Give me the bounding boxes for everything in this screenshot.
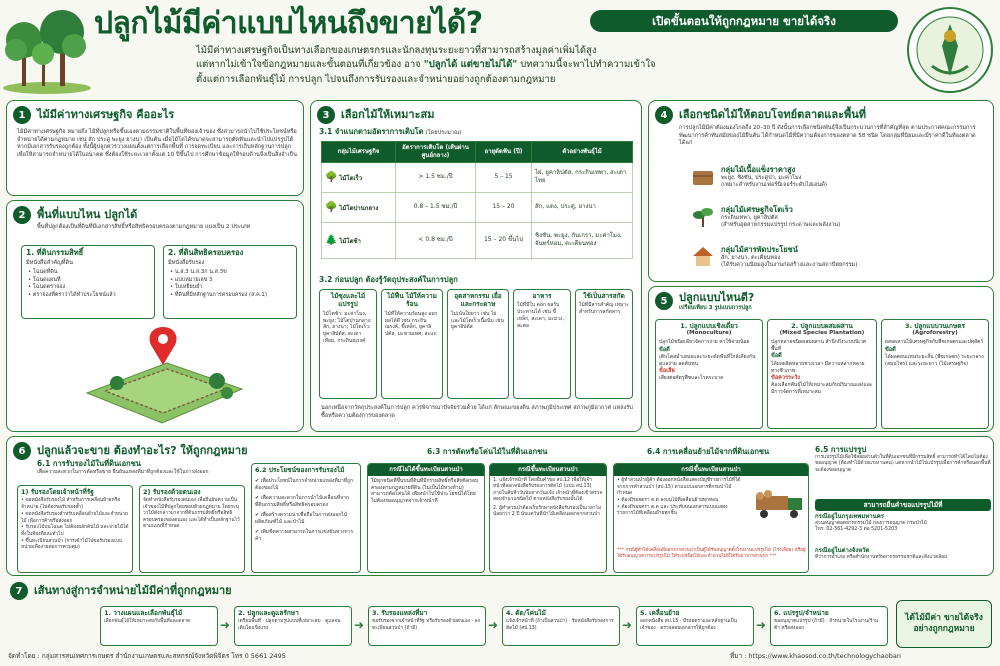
step-6: 6. แปรรูป/จำหน่าย ขออนุญาตแปรรูป (ถ้ามี) · จำหน่ายในโรงงาน/ร้านค้า หรือส่งออก (770, 606, 888, 646)
cert-benefits: 6.2 ประโยชน์ของการรับรองไม้ ✔ เพื่อประโยชน์ในการจำหน่ายแหล่งที่มาที่ถูกต้องของไม้ ✔ เพื่อความสะดวกในการนำไม้เคลื่อนที่จากที่ดินกรรมสิทธิ์หรือสิทธิครอบครอง ✔ เพื่อสร้างความน่าเชื่อถือในการส่งออกไม้ ผลิตภัณฑ์ไม้ และป่าไม้ ✔ เพิ่มขีดความสามารถในการแข่งขันทางการค้า (251, 463, 361, 573)
section-intro: พื้นที่ปลูกต้องเป็นที่ดินที่มีเอกสารสิทธิ์หรือสิทธิครอบครองตามกฎหมาย แบ่งเป็น 2 ประเภท (37, 224, 251, 230)
phone-number: โทร. 02-561-4292-3 ต่อ 5201-5203 (815, 527, 898, 533)
land-plot-illustration (77, 323, 247, 430)
section-body: ไม้มีค่าทางเศรษฐกิจ หมายถึง ไม้ที่ปลูกหรือขึ้นเองตามธรรมชาติในพื้นที่ของเจ้าของ ซึ่งสามารถนำไปใช้ประโยชน์หรือจำหน่ายได้ตามกฎหมาย เช่น สัก ประดู่ พะยูง ยางนา เป็นต้น เมื่อไม้โตได้ขนาดจะสามารถตัดฟันและนำไปแปรรูปได้ หากมีเอกสารรับรองถูกต้อง ทั้งนี้ผู้ปลูกควรวางแผนตั้งแต่การเลือกพื้นที่ การจดทะเบียน และการเก็บหลักฐานการปลูกเพื่อให้สามารถจำหน่ายได้ในอนาคต ซึ่งต้องใช้ระยะเวลาตั้งแต่ 10 ปีขึ้นไป การศึกษาข้อมูลให้รอบด้านจึงเป็นสิ่งจำเป็น (17, 129, 297, 158)
apply-province: กรณีอยู่ในต่างจังหวัด ที่ว่าการอำเภอ หรือสำนักงานทรัพยากรธรรมชาติและสิ่งแวดล้อม (815, 547, 948, 560)
model-mixed: 2. ปลูกแบบผสมผสาน (Mixed Species Plantation) ปลูกหลายชนิดผสมผสาน สำนึกถึงระบบนิเวศพื้นที่ ข้อดี ได้ผลผลิตหลายช่วงเวลา มีความหลากหลายทางชีวภาพ ข้อควรระวัง ต้องเลือกพันธุ์ไม้ให้เหมาะสมกับปริมาณแสงและมีการจัดการที่เหมาะสม (767, 319, 877, 429)
step-5: 5. เคลื่อนย้าย ออกหนังสือ สป.15 · มีรอยตราและหลักฐานเป็นเจ้าของ · ตรวจสอบเอกสารให้ถูกต้อง (636, 606, 754, 646)
purpose-extract: ใช้เป็นสารสกัด ไม้ที่มีสารสำคัญ เหมาะสำหรับการสกัดสาร (575, 289, 633, 399)
page-title: ปลูกไม้มีค่าแบบไหนถึงขายได้? (94, 6, 483, 41)
footer-credit: จัดทำโดย : กลุ่มสารสนเทศการเกษตร สำนักงานเกษตรและสหกรณ์จังหวัดพิจิตร โทร 0 5661 2495 (8, 652, 286, 660)
purpose-food: อาหาร ไม้ที่มีใบ ดอก ผลรับประทานได้ เช่น ขี้เหล็ก, สะเดา, มะม่วง, สะตอ (513, 289, 571, 399)
section-title: พื้นที่แบบไหน ปลูกได้ (37, 208, 138, 221)
logs-truck-icon (754, 482, 806, 525)
arrow-right-icon: ➜ (756, 618, 767, 632)
sapling-icon (691, 205, 715, 232)
table-row: 🌳 ไม้โตเร็ว > 1.5 ซม./ปี 5 – 15 ไผ่, ยูคาลิปตัส, กระถินเทพา, สะเดาไทย (322, 162, 633, 192)
section-number: 5 (655, 292, 673, 310)
market-group-3: กลุ่มไม้สารพัดประโยชน์ สัก, ยางนา, ตะเคียนทอง (ได้รับความนิยมสูงในงานก่อสร้างและงานสถาปัตยกรรม) (721, 245, 858, 269)
purpose-timber: ไม้ซุงและไม้แปรรูป ไม้โตช้า: มะค่าโมง, พะยูง; ไม้โตปานกลาง: สัก, ยางนา; ไม้โตเร็ว: ยูคาลิปตัส, สะเดาเทียม, กระถินณรงค์ (319, 289, 377, 399)
market-group-2: กลุ่มไม้เศรษฐกิจโตเร็ว กระถินเทพา, ยูคาลิปตัส (สำหรับอุตสาหกรรมแปรรูป กระดาษและพลังงาน) (721, 205, 841, 229)
market-group-1: กลุ่มไม้เนื้อแข็งราคาสูง พะยูง, ชิงชัน, ประดู่ป่า, มะค่าโมง (เหมาะสำหรับงานเฟอร์นิเจอร์ระดับไฮเอนด์) (721, 165, 828, 189)
arrow-right-icon: ➜ (354, 618, 365, 632)
cut-not-registered: กรณีไม่ได้ขึ้นทะเบียนสวนป่า ไม้ทุกชนิดที่ขึ้นบนที่ดินที่มีกรรมสิทธิ์หรือสิทธิครอบครองตามกฎหมายที่ดิน (ไม่เป็นไม้หวงห้าม) สามารถตัดโค่นได้ เพียงนำไปใช้ประโยชน์ได้โดยไม่ต้องขออนุญาตจากเจ้าหน้าที่ (367, 463, 485, 573)
trees-illustration (2, 2, 92, 94)
purpose-firewood: ไม้ฟืน ไม้ให้ความร้อน ไม้ที่ให้ความร้อนสูง ออกผลได้ดี เช่น กระถินณรงค์, ขี้เหล็ก, ยูคาลิปตัส, มะขามเทศ, สะแก (381, 289, 443, 399)
list-item: • โฉนดที่ดิน (28, 269, 58, 276)
section-title: ปลูกแบบไหนดี? (679, 291, 755, 304)
subsection-title: 6.5 การแปรรูป (815, 445, 867, 454)
cut-registered: กรณีขึ้นทะเบียนสวนป่า 1. แจ้งเจ้าหน้าที่ โดยยื่นคำขอ สป.12 เพื่อให้เจ้าหน้าที่ออกหนังสือรับรองการตัดไม้ (แบบ สป.13) ภายในสิบห้าวันนับจากวันแจ้ง เจ้าหน้าที่ต้องเข้าตรวจสอบจำนวนชนิดไม้ ตามหนังสือรับรองนั้นได้ 2. ผู้ทำสวนป่าต้องเก็บรักษาหนังสือรับรองเป็นเวลาไม่น้อยกว่า 2 ปี นับแต่วันที่นำไม้เคลื่อนออกจากสวนป่า (489, 463, 607, 573)
factor-note: นอกเหนือจากวัตถุประสงค์ในการปลูก ควรพิจารณาปัจจัยร่วมด้วย ได้แก่ ลักษณะของดิน สภาพภูมิประเทศ สภาพภูมิอากาศ แหล่งรับซื้อหรือความต้องการของตลาด (321, 405, 633, 419)
section-number: 1 (13, 106, 31, 124)
section-title: ไม้มีค่าทางเศรษฐกิจ คืออะไร (37, 108, 175, 121)
section-number: 6 (13, 442, 31, 460)
section-1-card (6, 100, 304, 196)
step-4: 4. ตัด/โค่นไม้ แจ้งเจ้าหน้าที่ (ถ้าเป็นสวนป่า) · รับหนังสือรับรองการตัดไม้ (สป.13) (502, 606, 620, 646)
subsection-title: 3.1 จำแนกตามอัตราการเติบโต (319, 127, 424, 136)
column-header: กลุ่มไม้เศรษฐกิจ (322, 142, 396, 163)
tree-icon: 🌳 (325, 201, 338, 213)
list-item: • น.ส.3 น.ส.3ก น.ส.3ข (170, 269, 227, 276)
model-agroforestry: 3. ปลูกแบบวนเกษตร (Agroforestry) ผสมผสานไม้เศรษฐกิจกับพืชเกษตรและปศุสัตว์ ข้อดี ได้ผลตอบแทนระยะสั้น (พืชเกษตร) ระยะกลาง (สมุนไพร) และระยะยาว (ไม้เศรษฐกิจ) (881, 319, 989, 429)
step-2: 2. ปลูกและดูแลรักษา เตรียมพื้นที่ · ปลูกตามรูปแบบที่เหมาะสม · ดูแลจนเติบโตแข็งแรง (234, 606, 352, 646)
subsection-title: 6.3 การตัดหรือโค่นไม้ในที่ดินเอกชน (427, 447, 548, 456)
list-item: • ตราจองที่ตราว่าได้ทำประโยชน์แล้ว (28, 291, 116, 298)
wood-plank-icon (691, 165, 715, 192)
land-type-2: 2. ที่ดินสิทธิครอบครอง มีหนังสือรับรอง • น.ส.3 น.ส.3ก น.ส.3ข • แบบหมายเลข 3 • ใบเหยียบย่ำ • ที่ดินที่มีหลักฐานการครอบครอง (ส.ค.1) (163, 245, 297, 319)
growth-rate-table (321, 141, 633, 259)
subsection-title: 6.4 การเคลื่อนย้ายไม้จากที่ดินเอกชน (647, 447, 770, 456)
section-title: เลือกไม้ให้เหมาะสม (341, 108, 435, 121)
tree-icon: 🌳 (325, 171, 338, 183)
table-row: 🌳 ไม้โตปานกลาง 0.8 – 1.5 ซม./ปี 15 – 20 สัก, แดง, ประดู่, ยางนา (322, 192, 633, 222)
final-result-badge: ได้ไม้มีค่า ขายได้จริง อย่างถูกกฎหมาย (896, 600, 992, 648)
arrow-right-icon: ➜ (622, 618, 633, 632)
section-6-card: 6 ปลูกแล้วจะขาย ต้องทำอะไร? ให้ถูกกฎหมาย 6.1 การรับรองไม้ในที่ดินเอกชน เพื่อความสะดวกในการตัดหรือขาย ยืนยันแหล่งที่มาที่ถูกต้องและใช้ในการส่งออก 1) รับรองโดยเจ้าหน้าที่รัฐ • ขอหนังสือรับรองไม้ สำหรับการเคลื่อนย้ายหรือจำหน่าย (ไม่ต้องขอรับรองซ้ำ) • ขอหนังสือรับรองสำหรับเคลื่อนย้ายไม้และจำหน่ายไม้ เพื่อการค้าหรือส่งออก • รับรองไม้บนโฉนด ไม่ต้องผลักดันไม้ และจ่ายไม้ได้ทั้งในท้องที่และทั่วไป • ขึ้นทะเบียนสวนป่า (การเข้าไม้ไปขอรับรองแบบหน่วยเพื่อง่ายต่อการควบคุม) 2) รับรองด้วยตนเอง จัดทำหนังสือรับรองตนเอง เพื่อยืนยันความเป็นเจ้าของไม้ที่ปลูกโดยชอบด้วยกฎหมาย โดยระบุว่าไม้ดังกล่าวมาจากที่ดินกรรมสิทธิ์หรือสิทธิครอบครองของตนเอง และได้ทำเป็นหลักฐานไว้ตามแบบที่กำหนด 6.2 ประโยชน์ของการรับรองไม้ ✔ เพื่อประโยชน์ในการจำหน่ายแหล่งที่มาที่ถูกต้องของไม้ ✔ เพื่อความสะดวกในการนำไม้เคลื่อนที่จากที่ดินกรรมสิทธิ์หรือสิทธิครอบครอง ✔ เพื่อสร้างความน่าเชื่อถือในการส่งออกไม้ ผลิตภัณฑ์ไม้ และป่าไม้ ✔ เพิ่มขีดความสามารถในการแข่งขันทางการค้า 6.3 การตัดหรือโค่นไม้ในที่ดินเอกชน กรณีไม่ได้ขึ้นทะเบียนสวนป่า ไม้ทุกชนิดที่ขึ้นบนที่ดินที่มีกรรมสิทธิ์หรือสิทธิครอบครองตามกฎหมายที่ดิน (ไม่เป็นไม้หวงห้าม) สามารถตัดโค่นได้ เพียงนำไปใช้ประโยชน์ได้โดยไม่ต้องขออนุญาตจากเจ้าหน้าที่ กรณีขึ้นทะเบียนสวนป่า 1. แจ้งเจ้าหน้าที่ โดยยื่นคำขอ สป.12 เพื่อให้เจ้าหน้าที่ออกหนังสือรับรองการตัดไม้ (แบบ สป.13) ภายในสิบห้าวันนับจากวันแจ้ง เจ้าหน้าที่ต้องเข้าตรวจสอบจำนวนชนิดไม้ ตามหนังสือรับรองนั้นได้ 2. ผู้ทำสวนป่าต้องเก็บรักษาหนังสือรับรองเป็นเวลาไม่น้อยกว่า 2 ปี นับแต่วันที่นำไม้เคลื่อนออกจากสวนป่า 6.4 การเคลื่อนย้ายไม้จากที่ดินเอกชน กรณีขึ้นทะเบียนสวนป่า • ผู้ทำสวนป่า/ผู้ค้า ต้องออกหนังสือแสดงบัญชีรายการไม้ที่ได้จากการทำสวนป่า (สป.15) ตามแบบเอกสารที่กรมป่าไม้กำหนด • ต้องมีรอยตรา ต.ต ลงบนไม้ที่เคลื่อนย้ายทุกท่อน • ต้องมีรอยตรา ต.ต และ ประทับบนเอกสารแบบแสดงรายการไม้ที่เคลื่อนย้ายทุกชิ้น *** กรณีผู้ทำไม้เคลื่อนที่ออกจากสวนป่าเป็นผู้ได้รับอนุญาตตั้งโรงงานแปรรูปไม้ (โรงเลื่อย) หรือผู้ได้รับอนุญาตการแปรรูปไม้ ให้ระบุชนิดไม้และจำนวนไม้ที่ได้รับมาจากสวนป่า *** 6.5 การแปรรูป การแปรรูปไม้เพื่อใช้สอยส่วนตัวในที่ดินเอกชนที่มีกรรมสิทธิ์ สามารถทำได้โดยไม่ต้องขออนุญาต (ต้องทำไม้ด้วยแรงงานคน) แต่หากนำไม้ไปแปรรูปเพื่อการค้าหรือนอกพื้นที่ จะต้องขออนุญาต สามารถยื่นคำขอแปรรูปไม้ที่ กรณีอยู่ในกรุงเทพมหานคร ส่วนอนุญาตอุตสาหกรรมไม้ กองการอนุญาต กรมป่าไม้ โทร. 02-561-4292-3 ต่อ 5201-5203 กรณีอยู่ในต่างจังหวัด ที่ว่าการอำเภอ หรือสำนักงานทรัพยากรธรรมชาติและสิ่งแวดล้อม (6, 436, 994, 576)
purpose-paper: อุตสาหกรรม เยื่อและกระดาษ ไม่เน้นใยยาว เช่น ไผ่ และไม้โตเร็วเนื้อนิ่ม เช่น ยูคาลิปตัส (447, 289, 509, 399)
transport-rules: กรณีขึ้นทะเบียนสวนป่า • ผู้ทำสวนป่า/ผู้ค้า ต้องออกหนังสือแสดงบัญชีรายการไม้ที่ได้จากการทำสวนป่า (สป.15) ตามแบบเอกสารที่กรมป่าไม้กำหนด • ต้องมีรอยตรา ต.ต ลงบนไม้ที่เคลื่อนย้ายทุกท่อน • ต้องมีรอยตรา ต.ต และ ประทับบนเอกสารแบบแสดงรายการไม้ที่เคลื่อนย้ายทุกชิ้น *** กรณีผู้ทำไม้เคลื่อนที่ออกจากสวนป่าเป็นผู้ได้รับอนุญาตตั้งโรงงานแปรรูปไม้ (โรงเลื่อย) หรือผู้ได้รับอนุญาตการแปรรูปไม้ ให้ระบุชนิดไม้และจำนวนไม้ที่ได้รับมาจากสวนป่า *** (613, 463, 809, 573)
section-number: 7 (10, 582, 28, 600)
cert-self: 2) รับรองด้วยตนเอง จัดทำหนังสือรับรองตนเอง เพื่อยืนยันความเป็นเจ้าของไม้ที่ปลูกโดยชอบด้วยกฎหมาย โดยระบุว่าไม้ดังกล่าวมาจากที่ดินกรรมสิทธิ์หรือสิทธิครอบครองของตนเอง และได้ทำเป็นหลักฐานไว้ตามแบบที่กำหนด (139, 485, 245, 573)
subsection-title: 3.2 ก่อนปลูก ต้องรู้วัตถุประสงค์ในการปลูก (319, 275, 458, 284)
arrow-right-icon: ➜ (488, 618, 499, 632)
list-item: • โฉนดแผนที่ (28, 276, 61, 283)
section-number: 3 (317, 106, 335, 124)
apply-heading: สามารถยื่นคำขอแปรรูปไม้ที่ (815, 499, 991, 511)
header-pill: เปิดขั้นตอนให้ถูกกฎหมาย ขายได้จริง (590, 10, 898, 32)
subsection-title: 6.1 การรับรองไม้ในที่ดินเอกชน (37, 459, 141, 468)
house-icon (691, 245, 715, 272)
section-title: เส้นทางสู่การจำหน่ายไม้มีค่าที่ถูกกฎหมาย (34, 584, 232, 597)
footer-source: ที่มา : https://www.khaosod.co.th/technologychaoban (730, 652, 901, 660)
column-header: อัตราการเติบโต (เส้นผ่านศูนย์กลาง) (396, 142, 476, 163)
cert-by-officer: 1) รับรองโดยเจ้าหน้าที่รัฐ • ขอหนังสือรับรองไม้ สำหรับการเคลื่อนย้ายหรือจำหน่าย (ไม่ต้องขอรับรองซ้ำ) • ขอหนังสือรับรองสำหรับเคลื่อนย้ายไม้และจำหน่ายไม้ เพื่อการค้าหรือส่งออก • รับรองไม้บนโฉนด ไม่ต้องผลักดันไม้ และจ่ายไม้ได้ทั้งในท้องที่และทั่วไป • ขึ้นทะเบียนสวนป่า (การเข้าไม้ไปขอรับรองแบบหน่วยเพื่อง่ายต่อการควบคุม) (17, 485, 133, 573)
section-2-card (6, 200, 304, 432)
section-5-card: 5 ปลูกแบบไหนดี? เปรียบเทียบ 3 รูปแบบการปลูก 1. ปลูกแบบเชิงเดี่ยว (Monoculture) ปลูกไม้ชนิดเดียวจัดการง่าย ค่าใช้จ่ายน้อย ข้อดี เติบโตสม่ำเสมอและระยะตัดฟันที่ใกล้เคียงกัน ดูแลง่าย ลดต้นทุน ข้อเสีย เสี่ยงต่อศัตรูพืชและโรคระบาด 2. ปลูกแบบผสมผสาน (Mixed Species Plantation) ปลูกหลายชนิดผสมผสาน สำนึกถึงระบบนิเวศพื้นที่ ข้อดี ได้ผลผลิตหลายช่วงเวลา มีความหลากหลายทางชีวภาพ ข้อควรระวัง ต้องเลือกพันธุ์ไม้ให้เหมาะสมกับปริมาณแสงและมีการจัดการที่เหมาะสม 3. ปลูกแบบวนเกษตร (Agroforestry) ผสมผสานไม้เศรษฐกิจกับพืชเกษตรและปศุสัตว์ ข้อดี ได้ผลตอบแทนระยะสั้น (พืชเกษตร) ระยะกลาง (สมุนไพร) และระยะยาว (ไม้เศรษฐกิจ) (648, 286, 994, 432)
table-row: 🌲 ไม้โตช้า < 0.8 ซม./ปี 15 – 20 ขึ้นไป ชิงชัน, พะยูง, กันเกรา, มะค่าโมง, จันทร์หอม, ตะเคียนทอง (322, 222, 633, 258)
apply-bangkok: กรณีอยู่ในกรุงเทพมหานคร ส่วนอนุญาตอุตสาหกรรมไม้ กองการอนุญาต กรมป่าไม้ โทร. 02-561-4292-3 ต่อ 5201-5203 (815, 513, 991, 534)
section-title: ปลูกแล้วจะขาย ต้องทำอะไร? ให้ถูกกฎหมาย (37, 444, 248, 457)
list-item: • ใบเหยียบย่ำ (170, 284, 203, 291)
step-3: 3. รับรองแหล่งที่มา ขอรับรองจากเจ้าหน้าที่รัฐ หรือรับรองด้วยตนเอง · ลงทะเบียนสวนป่า (ถ้ามี) (368, 606, 486, 646)
section-4-card (648, 100, 994, 282)
section-number: 2 (13, 206, 31, 224)
step-1: 1. วางแผนและเลือกพันธุ์ไม้ เลือกพันธุ์ไม้ให้เหมาะสมกับพื้นที่และตลาด (100, 606, 218, 646)
list-item: • แบบหมายเลข 3 (170, 276, 213, 283)
model-monoculture: 1. ปลูกแบบเชิงเดี่ยว (Monoculture) ปลูกไม้ชนิดเดียวจัดการง่าย ค่าใช้จ่ายน้อย ข้อดี เติบโตสม่ำเสมอและระยะตัดฟันที่ใกล้เคียงกัน ดูแลง่าย ลดต้นทุน ข้อเสีย เสี่ยงต่อศัตรูพืชและโรคระบาด (655, 319, 763, 429)
list-item: • โฉนดตราจอง (28, 284, 66, 291)
land-type-1: 1. ที่ดินกรรมสิทธิ์ มีหนังสือสำคัญที่ดิน • โฉนดที่ดิน • โฉนดแผนที่ • โฉนดตราจอง • ตราจองที่ตราว่าได้ทำประโยชน์แล้ว (21, 245, 155, 319)
column-header: อายุตัดฟัน (ปี) (476, 142, 532, 163)
section-title: เลือกชนิดไม้ให้ตอบโจทย์ตลาดและพื้นที่ (679, 108, 867, 121)
ministry-seal (906, 6, 994, 94)
section-body: การปลูกไม้มีค่าต้องมองไกลถึง 20–30 ปี ดังนั้นการเลือกชนิดพันธุ์จึงเป็นกระบวนการที่สำคัญที่สุด ตามประกาศคณะกรรมการพัฒนาการค้าทันสมัยของไม้ยืนต้น ได้กำหนดไม้ที่มีความต้องการของตลาด 58 ชนิด โดยกลุ่มที่นิยมและมีราคาดีในท้องตลาด ได้แก่ (679, 125, 976, 147)
list-item: • ที่ดินที่มีหลักฐานการครอบครอง (ส.ค.1) (170, 291, 267, 298)
arrow-right-icon: ➜ (220, 618, 231, 632)
header-intro: ไม้มีค่าทางเศรษฐกิจเป็นทางเลือกของเกษตรกรและนักลงทุนระยะยาวที่สามารถสร้างมูลค่าเพิ่มได้สูง แต่หากไม่เข้าใจข้อกฎหมายและขั้นตอนที่เกี่ยวข้อง อาจ "ปลูกได้ แต่ขายไม่ได้" บทความนี้จะพาไปทำความเข้าใจ ตั้งแต่การเลือกพันธุ์ไม้ การปลูก ไปจนถึงการรับรองและจำหน่ายอย่างถูกต้องตามกฎหมาย (196, 45, 656, 85)
column-header: ตัวอย่างพันธุ์ไม้ (532, 142, 633, 163)
section-number: 4 (655, 106, 673, 124)
pine-tree-icon: 🌲 (325, 234, 338, 246)
section-3-card: 3 เลือกไม้ให้เหมาะสม 3.1 จำแนกตามอัตราการเติบโต (โดยประมาณ) กลุ่มไม้เศรษฐกิจ อัตราการเติบโต (เส้นผ่านศูนย์กลาง) อายุตัดฟัน (ปี) ตัวอย่างพันธุ์ไม้ 🌳 ไม้โตเร็ว > 1.5 ซม./ปี 5 – 15 ไผ่, ยูคาลิปตัส, กระถินเทพา, สะเดาไทย 🌳 ไม้โตปานกลาง 0.8 – 1.5 ซม./ปี 15 – 20 สัก, แดง, ประดู่, ยางนา 🌲 ไม้โตช้า < 0.8 ซม./ปี 15 – 20 ขึ้นไป ชิงชัน, พะยูง, กันเกรา, มะค่าโมง, จันทร์หอม, ตะเคียนทอง 3.2 ก่อนปลูก ต้องรู้วัตถุประสงค์ในการปลูก ไม้ซุงและไม้แปรรูป ไม้โตช้า: มะค่าโมง, พะยูง; ไม้โตปานกลาง: สัก, ยางนา; ไม้โตเร็ว: ยูคาลิปตัส, สะเดาเทียม, กระถินณรงค์ ไม้ฟืน ไม้ให้ความร้อน ไม้ที่ให้ความร้อนสูง ออกผลได้ดี เช่น กระถินณรงค์, ขี้เหล็ก, ยูคาลิปตัส, มะขามเทศ, สะแก อุตสาหกรรม เยื่อและกระดาษ ไม่เน้นใยยาว เช่น ไผ่ และไม้โตเร็วเนื้อนิ่ม เช่น ยูคาลิปตัส อาหาร ไม้ที่มีใบ ดอก ผลรับประทานได้ เช่น ขี้เหล็ก, สะเดา, มะม่วง, สะตอ ใช้เป็นสารสกัด ไม้ที่มีสารสำคัญ เหมาะสำหรับการสกัดสาร นอกเหนือจากวัตถุประสงค์ในการปลูก ควรพิจารณาปัจจัยร่วมด้วย ได้แก่ ลักษณะของดิน สภาพภูมิประเทศ สภาพภูมิอากาศ แหล่งรับซื้อหรือความต้องการของตลาด (310, 100, 642, 432)
